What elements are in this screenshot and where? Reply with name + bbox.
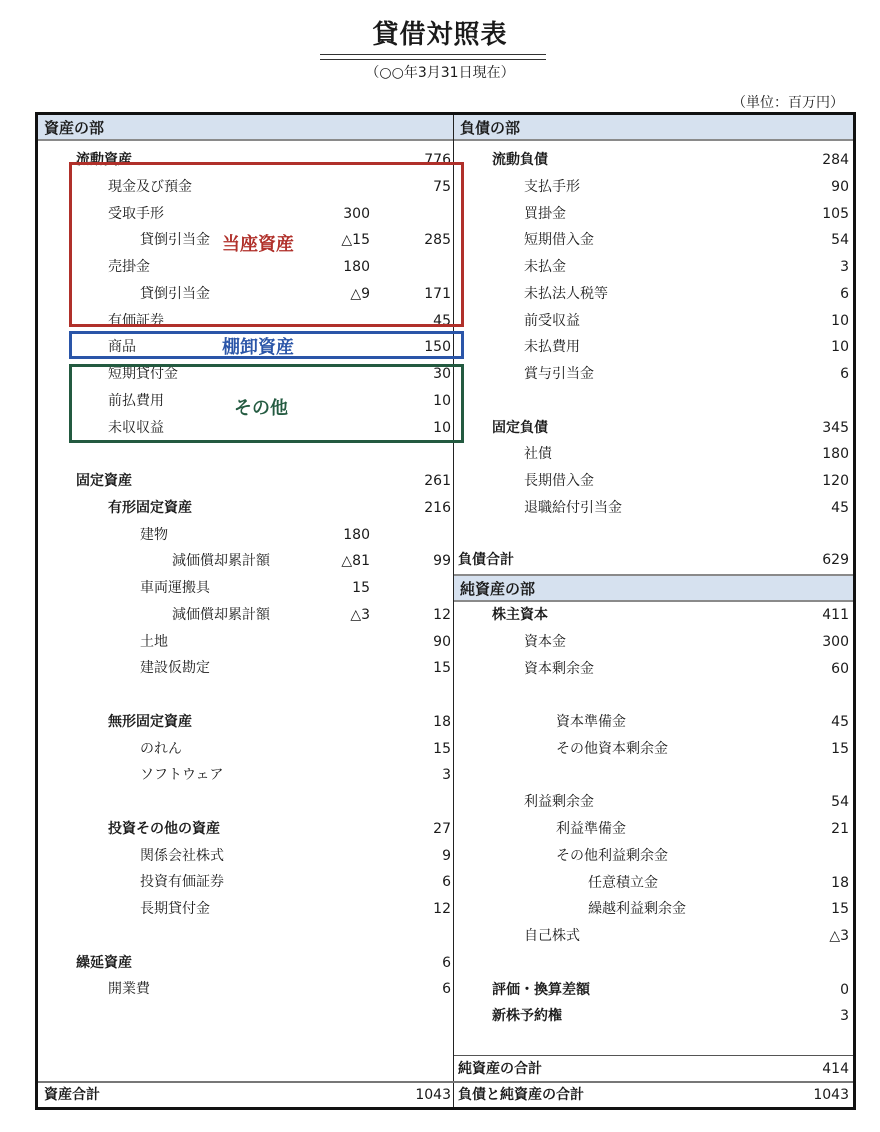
table-row <box>38 869 453 895</box>
table-row <box>38 629 453 655</box>
row-label: 繰越利益剰余金 <box>588 901 686 918</box>
row-amount: 21 <box>831 821 849 837</box>
quick-assets-annotation: 当座資産 <box>222 234 294 255</box>
table-row <box>38 548 453 574</box>
row-label: 利益剰余金 <box>524 794 594 811</box>
row-label: 未払費用 <box>524 339 580 356</box>
spacer-row <box>38 923 453 949</box>
row-amount: 45 <box>433 312 451 329</box>
table-row <box>38 575 453 601</box>
row-amount: 90 <box>433 633 451 650</box>
grand-total-value: 1043 <box>813 1087 849 1103</box>
row-label: 未払法人税等 <box>524 285 608 302</box>
row-amount: 0 <box>840 981 849 998</box>
row-amount: 284 <box>822 152 849 168</box>
row-amount: 54 <box>831 794 849 811</box>
row-label: 流動資産 <box>76 152 132 168</box>
row-amount: 120 <box>822 473 849 489</box>
row-label: 自己株式 <box>524 928 580 944</box>
table-row <box>454 843 853 869</box>
row-amount: 6 <box>840 366 849 382</box>
assets-total-value: 1043 <box>415 1087 451 1103</box>
row-label: 長期借入金 <box>524 473 594 489</box>
table-row <box>38 816 453 842</box>
row-label: 買掛金 <box>524 205 566 222</box>
row-label: のれん <box>140 740 182 757</box>
row-label: その他利益剰余金 <box>556 847 668 864</box>
table-row <box>454 870 853 896</box>
row-label: 商品 <box>108 339 136 356</box>
row-amount: 345 <box>822 419 849 436</box>
table-row <box>454 468 853 494</box>
row-subamount: 300 <box>343 205 370 222</box>
row-label: 前受収益 <box>524 312 580 329</box>
spacer-row <box>454 682 853 708</box>
liabilities-total-value: 629 <box>822 552 849 568</box>
unit-label: （単位：百万円） <box>732 95 844 111</box>
table-row <box>38 950 453 976</box>
row-subamount: △81 <box>341 553 370 570</box>
row-amount: 54 <box>831 232 849 249</box>
table-row <box>38 468 453 494</box>
table-row <box>454 656 853 682</box>
row-amount: 27 <box>433 820 451 837</box>
row-amount: 105 <box>822 205 849 222</box>
row-label: 建設仮勘定 <box>140 660 210 677</box>
grand-total-row <box>454 1082 853 1108</box>
row-amount: 12 <box>433 606 451 623</box>
row-amount: 150 <box>424 339 451 356</box>
row-label: 資本金 <box>524 633 566 650</box>
row-label: 貸倒引当金 <box>140 232 210 249</box>
row-label: その他資本剰余金 <box>556 740 668 757</box>
page-title: 貸借対照表 <box>372 20 508 50</box>
table-row <box>454 361 853 387</box>
net-assets-total-row <box>454 1056 853 1082</box>
row-label: 固定負債 <box>492 419 548 436</box>
row-subamount: 180 <box>343 259 370 275</box>
table-row <box>38 736 453 762</box>
table-row <box>454 1003 853 1029</box>
table-row <box>454 254 853 280</box>
spacer-row <box>38 682 453 708</box>
row-amount: 90 <box>831 178 849 195</box>
row-label: 退職給付引当金 <box>524 499 622 516</box>
table-row <box>454 201 853 227</box>
row-amount: 216 <box>424 499 451 516</box>
grand-total-label: 負債と純資産の合計 <box>458 1087 584 1103</box>
row-label: 短期貸付金 <box>108 366 178 382</box>
row-label: 支払手形 <box>524 178 580 195</box>
row-amount: 45 <box>831 499 849 516</box>
table-row <box>454 227 853 253</box>
row-amount: 10 <box>433 419 451 436</box>
spacer-row <box>454 950 853 976</box>
table-row <box>38 655 453 681</box>
net-assets-total-label: 純資産の合計 <box>458 1061 542 1077</box>
row-label: 売掛金 <box>108 259 150 275</box>
row-label: 投資有価証券 <box>140 874 224 891</box>
row-amount: 171 <box>424 285 451 302</box>
row-amount: 10 <box>831 339 849 356</box>
row-amount: 3 <box>840 259 849 275</box>
spacer-row <box>454 763 853 789</box>
spacer-row <box>38 441 453 467</box>
assets-total-label: 資産合計 <box>44 1087 100 1103</box>
row-label: 社債 <box>524 446 552 463</box>
row-label: ソフトウェア <box>140 767 224 784</box>
row-amount: 6 <box>442 981 451 998</box>
row-label: 有形固定資産 <box>108 499 192 516</box>
row-label: 無形固定資産 <box>108 713 192 730</box>
row-label: 短期借入金 <box>524 232 594 249</box>
row-amount: 300 <box>822 633 849 650</box>
row-label: 利益準備金 <box>556 821 626 837</box>
table-row <box>454 709 853 735</box>
row-amount: 15 <box>433 660 451 677</box>
row-label: 未収収益 <box>108 419 164 436</box>
row-amount: 3 <box>840 1008 849 1025</box>
spacer-row <box>454 388 853 414</box>
row-label: 固定資産 <box>76 473 132 489</box>
row-subamount: △9 <box>350 285 370 302</box>
table-row <box>454 495 853 521</box>
row-label: 投資その他の資産 <box>108 820 220 837</box>
row-amount: 30 <box>433 366 451 382</box>
row-label: 前払費用 <box>108 392 164 409</box>
row-amount: 10 <box>831 312 849 329</box>
row-label: 長期貸付金 <box>140 901 210 917</box>
row-amount: 6 <box>442 954 451 971</box>
row-amount: 180 <box>822 446 849 463</box>
inventory-annotation: 棚卸資産 <box>222 337 294 358</box>
row-amount: 15 <box>433 740 451 757</box>
row-amount: 45 <box>831 714 849 730</box>
assets-total-row <box>38 1082 453 1108</box>
row-amount: 10 <box>433 392 451 409</box>
row-amount: 285 <box>424 232 451 249</box>
row-label: 有価証券 <box>108 312 164 329</box>
row-amount: 75 <box>433 178 451 195</box>
table-row <box>454 896 853 922</box>
other-assets-annotation: その他 <box>234 398 288 419</box>
row-amount: 12 <box>433 901 451 917</box>
row-label: 資本剰余金 <box>524 660 594 677</box>
row-amount: 60 <box>831 660 849 677</box>
table-row <box>454 977 853 1003</box>
as-of-date: （○○年3月31日現在） <box>365 65 515 81</box>
table-row <box>38 602 453 628</box>
table-row <box>38 495 453 521</box>
title-double-rule <box>320 54 546 60</box>
spacer-row <box>38 789 453 815</box>
table-row <box>454 415 853 441</box>
liabilities-section-header: 負債の部 <box>454 115 853 141</box>
row-label: 株主資本 <box>492 607 548 623</box>
row-label: 開業費 <box>108 981 150 998</box>
assets-section-header: 資産の部 <box>38 115 453 141</box>
row-subamount: △3 <box>350 606 370 623</box>
table-row <box>454 174 853 200</box>
row-label: 資本準備金 <box>556 714 626 730</box>
table-row <box>38 976 453 1002</box>
row-label: 車両運搬具 <box>140 580 210 596</box>
row-label: 賞与引当金 <box>524 366 594 382</box>
row-label: 現金及び預金 <box>108 178 192 195</box>
row-subamount: △15 <box>341 232 370 249</box>
table-row <box>38 709 453 735</box>
row-label: 受取手形 <box>108 205 164 222</box>
row-amount: 15 <box>831 740 849 757</box>
row-amount: 6 <box>442 874 451 891</box>
table-row <box>454 602 853 628</box>
liabilities-total-label: 負債合計 <box>458 552 514 568</box>
row-amount: 3 <box>442 767 451 784</box>
row-label: 土地 <box>140 633 168 650</box>
row-label: 繰延資産 <box>76 954 132 971</box>
row-amount: 15 <box>831 901 849 918</box>
table-row <box>38 896 453 922</box>
net-assets-total-value: 414 <box>822 1061 849 1077</box>
table-row <box>454 629 853 655</box>
row-amount: 18 <box>831 874 849 891</box>
row-label: 流動負債 <box>492 152 548 168</box>
row-amount: 776 <box>424 152 451 168</box>
table-row <box>38 762 453 788</box>
row-label: 評価・換算差額 <box>492 981 590 998</box>
row-label: 減価償却累計額 <box>172 606 270 623</box>
table-row <box>454 281 853 307</box>
table-row <box>454 789 853 815</box>
row-amount: 9 <box>442 847 451 864</box>
table-row <box>38 843 453 869</box>
row-amount: 18 <box>433 713 451 730</box>
liabilities-total-row <box>454 547 853 573</box>
net-assets-section-header: 純資産の部 <box>454 574 853 602</box>
row-amount: 99 <box>433 553 451 570</box>
row-amount: 6 <box>840 285 849 302</box>
row-amount: 411 <box>822 607 849 623</box>
table-row <box>454 923 853 949</box>
row-label: 建物 <box>140 526 168 543</box>
row-label: 任意積立金 <box>588 874 658 891</box>
table-row <box>454 736 853 762</box>
row-label: 減価償却累計額 <box>172 553 270 570</box>
row-subamount: 15 <box>352 580 370 596</box>
row-label: 関係会社株式 <box>140 847 224 864</box>
row-label: 貸倒引当金 <box>140 285 210 302</box>
row-subamount: 180 <box>343 526 370 543</box>
table-row <box>454 816 853 842</box>
row-label: 新株予約権 <box>492 1008 562 1025</box>
row-amount: △3 <box>829 928 849 944</box>
row-amount: 261 <box>424 473 451 489</box>
table-row <box>454 308 853 334</box>
table-row <box>454 147 853 173</box>
row-label: 未払金 <box>524 259 566 275</box>
table-row <box>454 334 853 360</box>
table-row <box>454 441 853 467</box>
table-row <box>38 522 453 548</box>
